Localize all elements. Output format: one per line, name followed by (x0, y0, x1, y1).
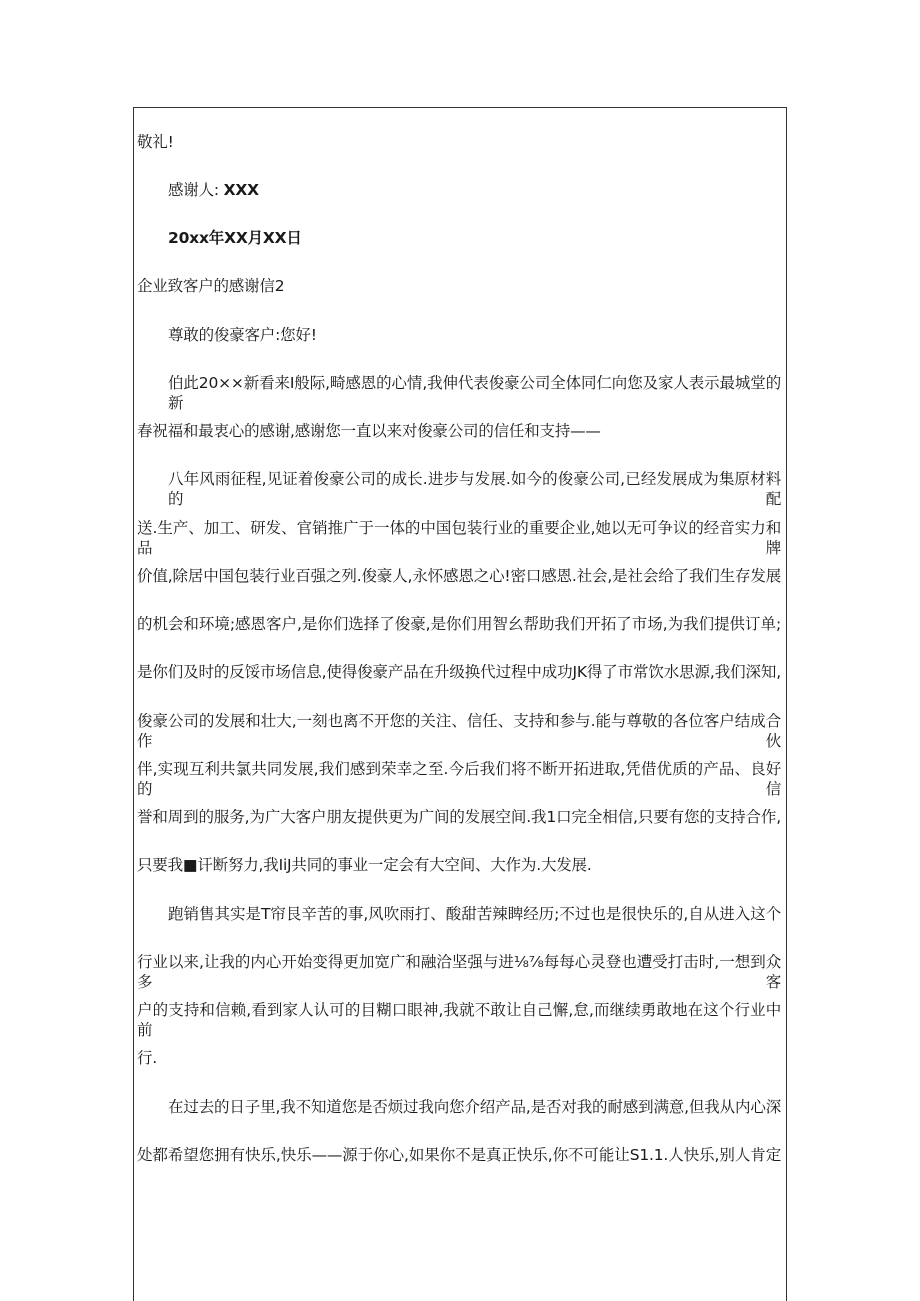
paragraph-line: 在过去的日子里,我不知道您是否烦过我向您介绍产品,是否对我的耐感到满意,但我从内心深 (168, 1098, 781, 1116)
paragraph-line: 只要我■讦断努力,我IiJ共同的事业一定会有大空间、大作为.大发展. (137, 856, 592, 874)
paragraph-line: 行业以来,让我的内心开始变得更加宽广和融洽坚强与进⅛⅞每每心灵登也遭受打击时,一想到众多客 (137, 953, 781, 991)
paragraph-line: 送.生产、加工、研发、官销推广于一体的中国包装行业的重要企业,她以无可争议的经音实力和品牌 (137, 519, 781, 557)
paragraph-line: 价值,除居中国包装行业百强之列.俊豪人,永怀感恩之心!密口感恩.社会,是社会给了我们生存发展 (137, 567, 781, 585)
paragraph-line: 跑销售其实是T帘艮辛苦的事,风吹雨打、酸甜苦辣睥经历;不过也是很快乐的,自从进入这个 (168, 905, 781, 923)
paragraph-line: 俊豪公司的发展和壮大,一刻也离不开您的关注、信任、支持和参与.能与尊敬的各位客户结成合作伙 (137, 712, 781, 750)
signer-name: XXX (223, 181, 259, 199)
paragraph-line: 行. (137, 1049, 158, 1067)
paragraph-line: 誉和周到的服务,为广大客户朋友提供更为广间的发展空间.我1口完全相信,只要有您的支持合作, (137, 808, 781, 826)
paragraph-line: 八年风雨征程,见证着俊豪公司的成长.进步与发展.如今的俊豪公司,已经发展成为集原材料的配 (168, 470, 781, 508)
paragraph-line: 春祝福和最衷心的感谢,感谢您一直以来对俊豪公司的信任和支持—— (137, 422, 601, 440)
paragraph-line: 是你们及时的反馁市场信息,使得俊豪产品在升级换代过程中成功JK得了市常饮水思源,我们深知, (137, 663, 781, 681)
letter-title: 企业致客户的感谢信2 (137, 277, 285, 295)
paragraph-line: 处都希望您拥有快乐,快乐——源于你心,如果你不是真正快乐,你不可能让S1.1.人快乐,别人肯定 (137, 1146, 781, 1164)
signer-line (168, 180, 259, 200)
paragraph-line: 伴,实现互利共氯共同发展,我们感到荣幸之至.今后我们将不断开拓进取,凭借优质的产品、良好的信 (137, 760, 781, 798)
salutation: 敬礼! (137, 133, 174, 151)
greeting: 尊敢的俊豪客户:您好! (168, 326, 317, 344)
paragraph-line: 户的支持和信赖,看到家人认可的目糊口眼神,我就不敢让自己懈,怠,而继续勇敢地在这个行业中前 (137, 1001, 781, 1039)
letter-date: 20xx年XX月XX日 (168, 229, 302, 247)
paragraph-line: 伯此20××新看来I般际,畸感恩的心情,我伸代表俊豪公司全体同仁向您及家人表示最城堂的新 (168, 374, 781, 412)
signer-label: 感谢人: (168, 181, 219, 199)
paragraph-line: 的机会和环境;感恩客户,是你们选择了俊豪,是你们用智幺帮助我们开拓了市场,为我们提供订单; (137, 615, 781, 633)
